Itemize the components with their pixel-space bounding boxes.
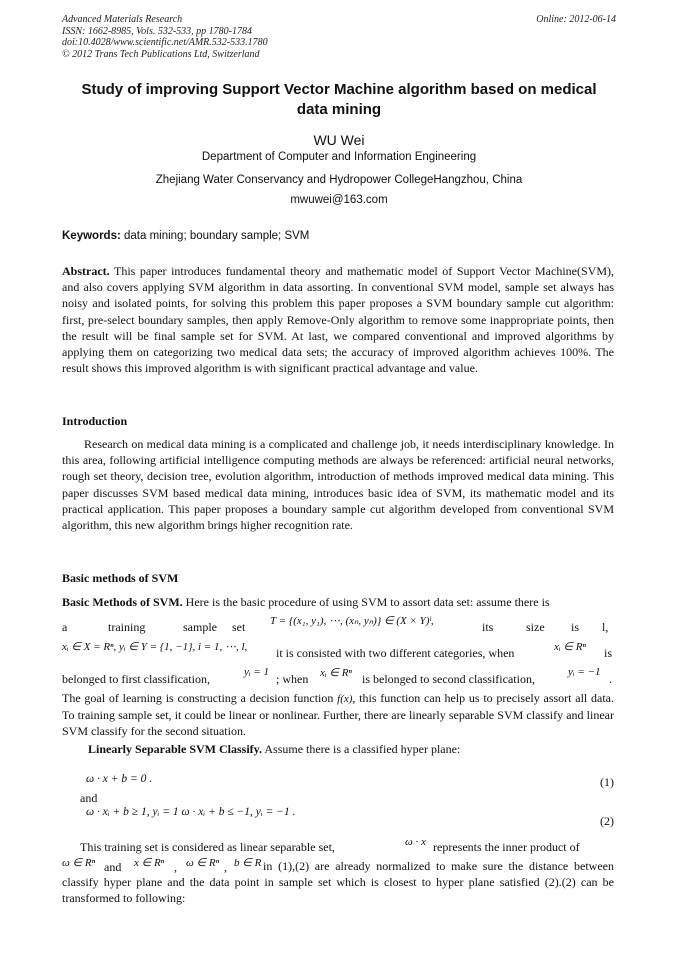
basic-methods-decision-function xyxy=(62,690,614,740)
linearly-separable-text: Assume there is a classified hyper plane: xyxy=(262,742,461,756)
xi-in-Rn-equation: xᵢ ∈ Rⁿ xyxy=(554,641,586,653)
consisted-text: it is consisted with two different categories, when xyxy=(276,646,515,660)
abstract-label: Abstract. xyxy=(62,264,110,278)
linearly-separable-label: Linearly Separable SVM Classify. xyxy=(88,742,263,756)
keywords xyxy=(62,230,616,242)
second-classification-text: is belonged to second classification, xyxy=(362,672,535,686)
word-its: its xyxy=(482,620,494,634)
equation-2: ω · xᵢ + b ≥ 1, yᵢ = 1 ω · xᵢ + b ≤ −1, yᵢ = −1 . xyxy=(86,806,296,818)
basic-methods-line3 xyxy=(62,640,614,658)
basic-methods-line4 xyxy=(62,666,614,684)
affiliation-college: Zhejiang Water Conservancy and Hydropower CollegeHangzhou, China xyxy=(155,174,523,186)
basic-methods-label: Basic Methods of SVM. xyxy=(62,595,183,609)
inner-product-text: represents the inner product of xyxy=(433,840,580,854)
online-date: Online: 2012-06-14 xyxy=(536,14,616,25)
abstract xyxy=(62,263,614,376)
word-l: l, xyxy=(602,620,609,634)
word-sample: sample xyxy=(183,620,217,634)
xi-definition-equation: xᵢ ∈ X = Rⁿ, yᵢ ∈ Y = {1, −1}, i = 1, ⋯, l, xyxy=(62,641,248,653)
introduction-text: Research on medical data mining is a complicated and challenge job, it needs interdisciplinary knowledge. In this area, following artificial intelligence computing methods are always be referenced: artificial neural networks, rough set theory, decision tree, evolution algorithm, introduction of methods improved medical data mining. This paper discusses SVM based medical data mining, introduces basic idea of SVM, its mathematic model and its practical application. This paper proposes a boundary sample cut algorithm developed from conventional SVM algorithm, this new algorithm brings higher recognition rate. xyxy=(62,437,614,533)
linear-separable-text: This training set is considered as linear separable set, xyxy=(80,840,335,854)
paper-title xyxy=(62,80,616,120)
linearly-separable-paragraph xyxy=(88,741,614,757)
w-in-Rn: ω ∈ Rⁿ xyxy=(62,857,96,869)
when-text: ; when xyxy=(276,672,309,686)
yi-equals-1: yᵢ = 1 xyxy=(244,666,270,678)
word-training: training xyxy=(108,620,146,634)
word-set: set xyxy=(232,620,246,634)
xi-in-Rn-equation-2: xᵢ ∈ Rⁿ xyxy=(320,667,352,679)
journal-metadata xyxy=(62,14,616,60)
final-paragraph-line1 xyxy=(62,836,614,854)
comma-1: , xyxy=(174,860,177,874)
decision-function-text: The goal of learning is constructing a decision function xyxy=(62,691,334,705)
decision-function-text-2: , this function can help us to precisely assort all data. To training sample set, it could be linear or nonlinear. Further, there are linearly separable SVM classify and linear SVM classify for the second situation. xyxy=(62,691,615,739)
yi-equals-minus1: yᵢ = −1 xyxy=(568,666,601,678)
doi: doi:10.4028/www.scientific.net/AMR.532-533.1780 xyxy=(62,37,268,48)
author-email: mwuwei@163.com xyxy=(290,194,388,206)
period: . xyxy=(609,672,612,686)
author-name: WU Wei xyxy=(313,132,365,148)
title-line-1: Study of improving Support Vector Machine algorithm based on medical xyxy=(81,81,597,98)
issn: ISSN: 1662-8985, Vols. 532-533, pp 1780-1784 xyxy=(62,25,252,37)
introduction-heading: Introduction xyxy=(62,414,128,428)
x-in-Rn: x ∈ Rⁿ xyxy=(134,857,165,869)
copyright: © 2012 Trans Tech Publications Ltd, Switzerland xyxy=(62,48,260,60)
word-a: a xyxy=(62,620,68,634)
basic-methods-heading: Basic methods of SVM xyxy=(62,571,179,585)
affiliation-department: Department of Computer and Information Engineering xyxy=(201,151,477,163)
and-text: and xyxy=(104,860,122,874)
and-word: and xyxy=(80,791,98,805)
comma-2: , xyxy=(224,860,227,874)
first-classification-text: belonged to first classification, xyxy=(62,672,210,686)
b-in-R: b ∈ R xyxy=(234,857,262,869)
equation-1: ω · x + b = 0 . xyxy=(86,773,153,785)
equation-2-number: (2) xyxy=(600,814,614,828)
basic-methods-line2 xyxy=(62,614,614,632)
word-is: is xyxy=(571,620,580,634)
equation-1-number: (1) xyxy=(600,775,614,789)
basic-methods-paragraph-line1 xyxy=(62,594,614,610)
keywords-text: data mining; boundary sample; SVM xyxy=(120,230,310,242)
keywords-label: Keywords: xyxy=(62,230,121,242)
word-size: size xyxy=(526,620,545,634)
journal-name: Advanced Materials Research xyxy=(62,14,183,25)
basic-methods-text: Here is the basic procedure of using SVM to assort data set: assume there is xyxy=(182,595,550,609)
word-is-2: is xyxy=(604,646,613,660)
title-line-2: data mining xyxy=(296,101,382,118)
training-set-equation: T = {(x₁, y₁), ⋯, (xₙ, yₙ)} ∈ (X × Y)ˡ, xyxy=(270,615,434,627)
final-paragraph-text: in (1),(2) are already normalized to make sure the distance between classify hyper plane and the data point in sample set which is closest to hyper plane satisfied (2).(2) can be transformed to following: xyxy=(62,859,614,906)
w-dot-x: ω · x xyxy=(405,836,426,848)
w-in-Rn-2: ω ∈ Rⁿ xyxy=(186,857,220,869)
abstract-text: This paper introduces fundamental theory and mathematic model of Support Vector Machine(SVM), and also covers applying SVM algorithm in data assorting. In conventional SVM model, sample set always has noisy and isolated points, for solving this problem this paper proposes a SVM boundary sample cut algorithm: first, pre-select boundary samples, then apply Remove-Only algorithm to remove some inappropriate points, then the result will be final sample set for SVM. At last, we compared conventional and improved algorithms by applying them on categorizing two medical data sets; the accuracy of improved algorithm achieves 100%. The result shows this improved algorithm is with significant practical advantage and value. xyxy=(62,264,614,376)
fx-equation: f(x) xyxy=(337,693,353,705)
